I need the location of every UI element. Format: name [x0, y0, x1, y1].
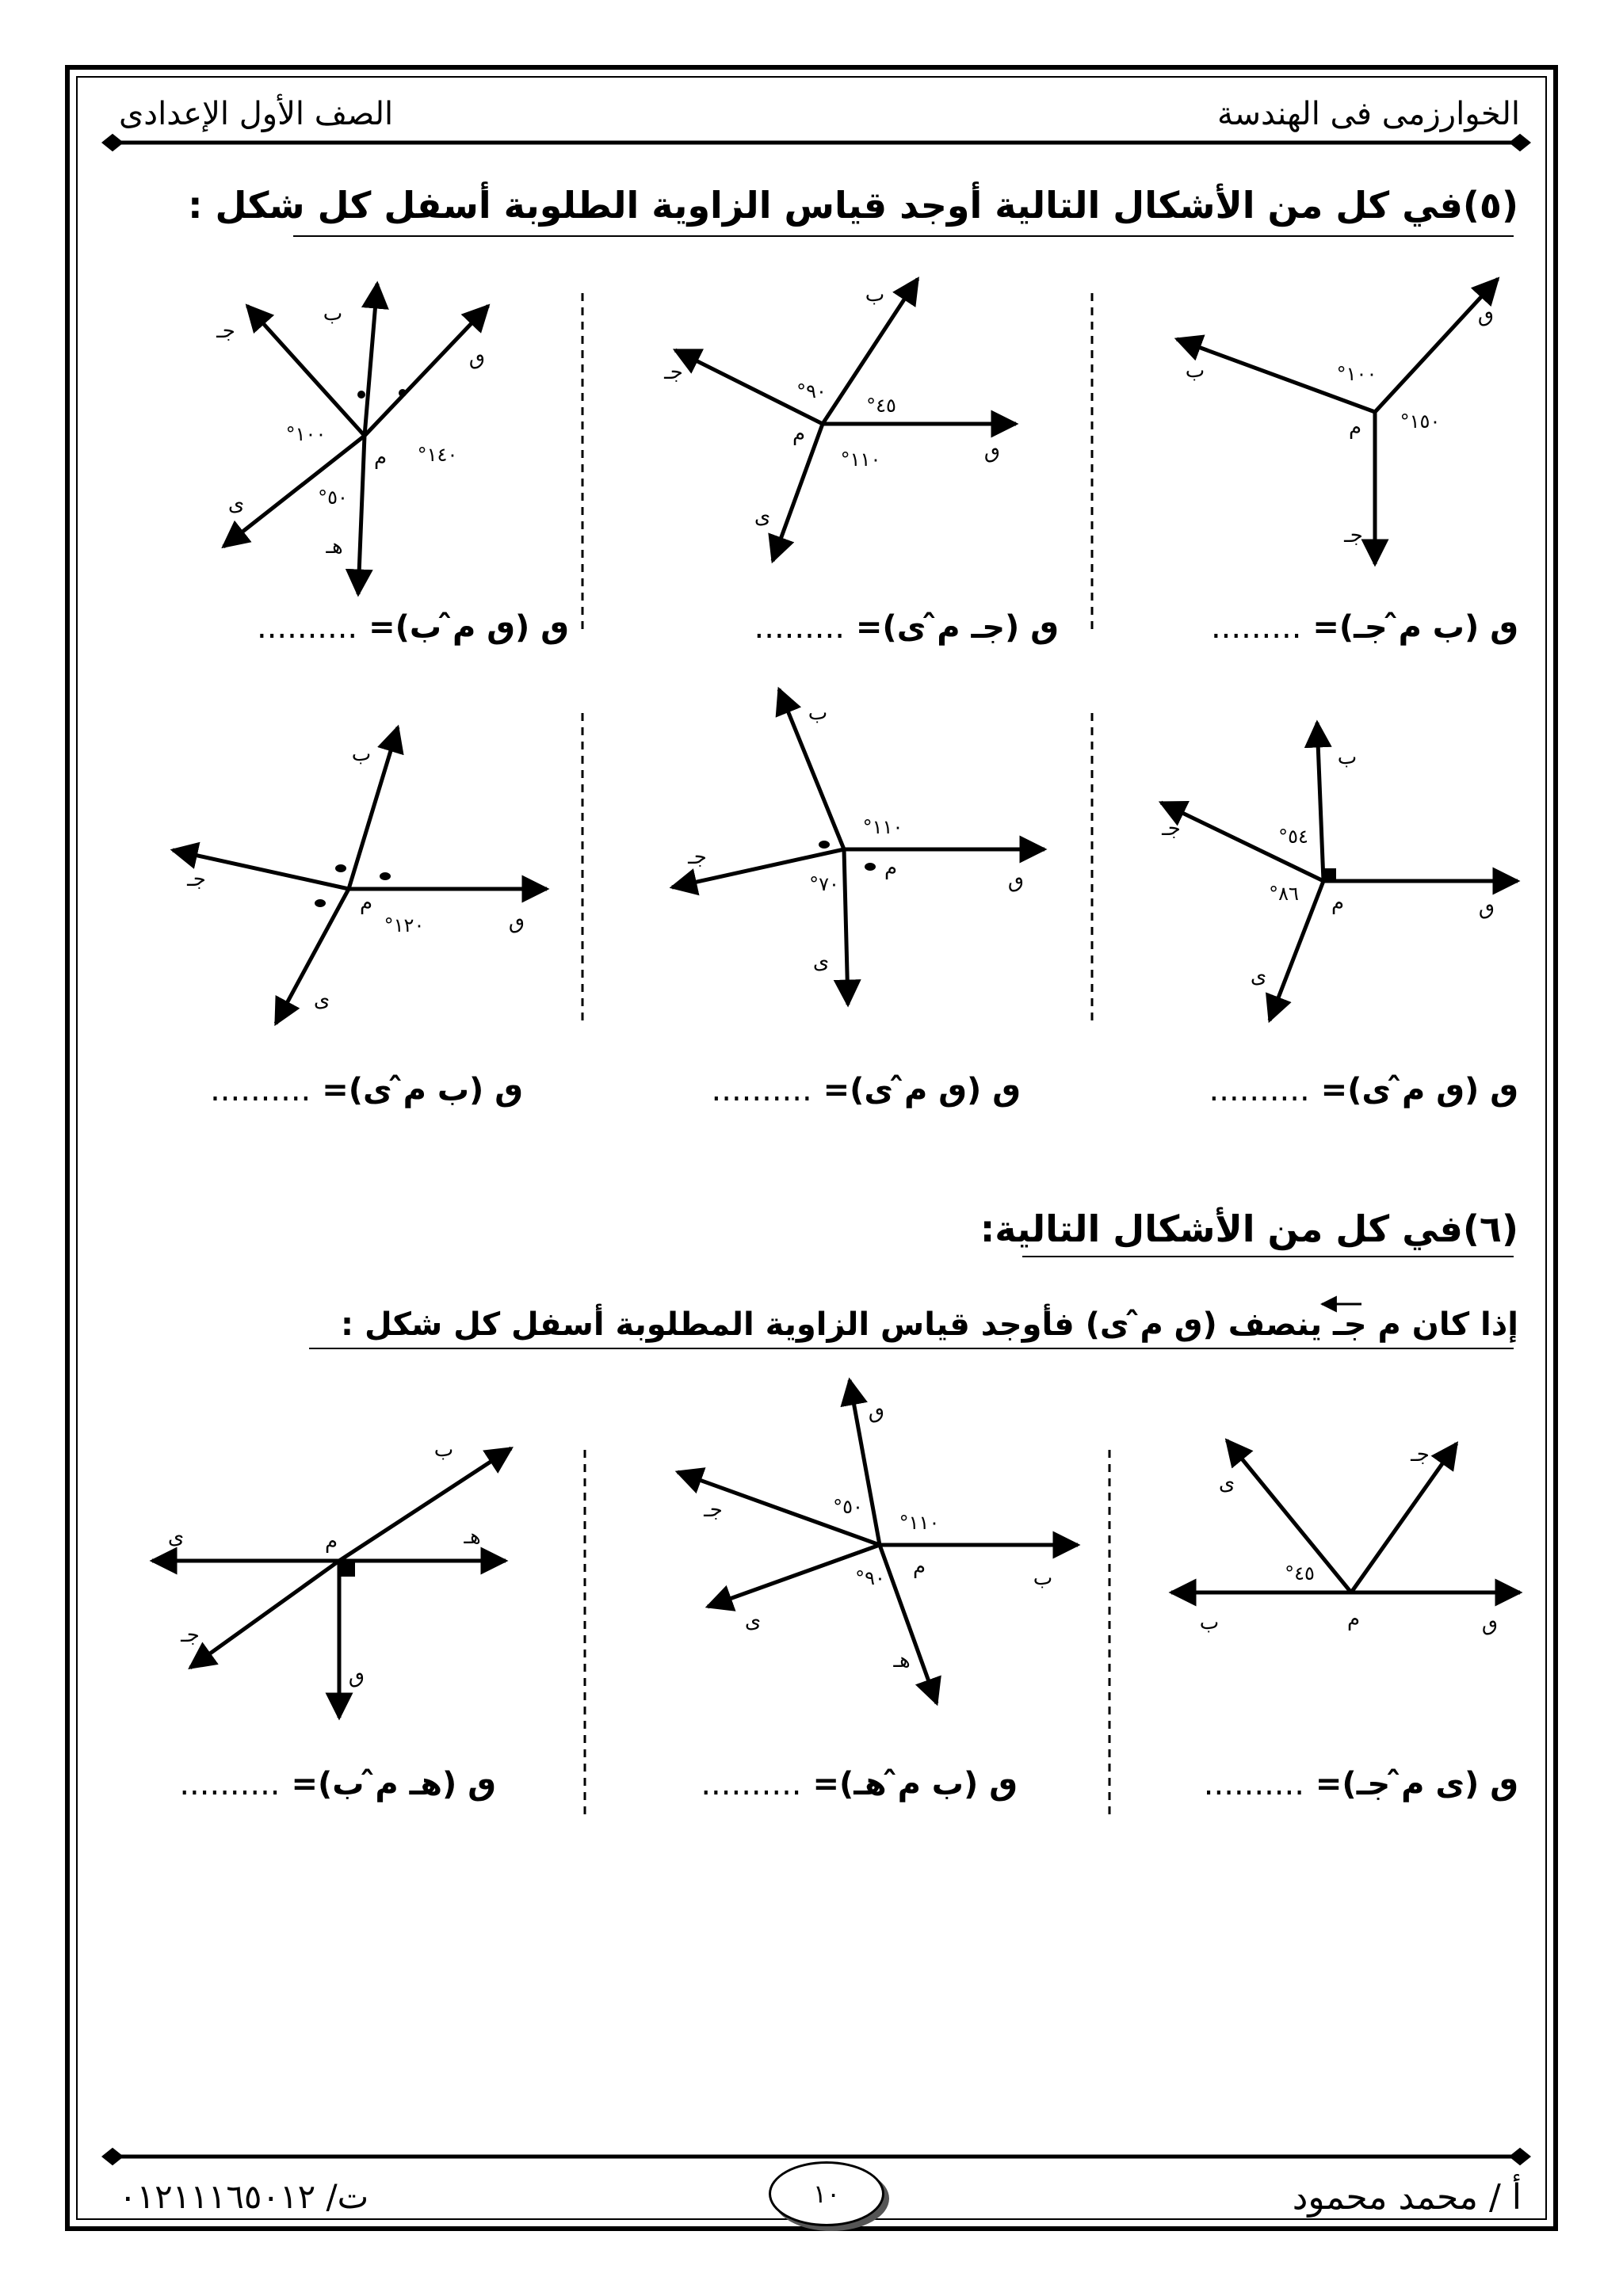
- answer-blank[interactable]: .........: [754, 609, 845, 646]
- q5-figure-3-mark: [399, 389, 407, 397]
- q5-figure-2: [675, 279, 1016, 561]
- dashed-separators: [582, 293, 1109, 1814]
- q6-f2-label-b: ب: [1033, 1566, 1053, 1590]
- q5-f6-label-b: ب: [351, 742, 372, 766]
- q5-f1-answer: [1210, 609, 1518, 646]
- q5-f3-label-m: م: [373, 446, 388, 470]
- q5-f6-label-c: جـ: [187, 868, 206, 891]
- answer-angle: (جـ م̂ ى)=: [855, 609, 1020, 646]
- q6-f1-label-b: ب: [1199, 1611, 1220, 1634]
- answer-angle: (ٯ م̂ ى)=: [1320, 1072, 1480, 1108]
- q5-f1-label-a: ٯ: [1477, 303, 1495, 327]
- q5-f5-label-a: ٯ: [1007, 869, 1025, 893]
- answer-blank[interactable]: ..........: [179, 1766, 281, 1802]
- q5-f3-label-d: ى: [227, 492, 245, 516]
- q5-f2-label-b: ب: [865, 283, 885, 307]
- answer-angle: (ٯ م̂ ى)=: [823, 1072, 982, 1108]
- q6-figure-3-right-angle-mark: [341, 1562, 355, 1577]
- q5-f1-label-m: م: [1348, 416, 1362, 440]
- q6-figure-3: [152, 1448, 511, 1718]
- answer-prefix: ٯ: [1490, 1072, 1518, 1108]
- q6-f1-label-d: ى: [1218, 1471, 1235, 1495]
- answer-prefix: ٯ: [989, 1766, 1018, 1802]
- answer-angle: (ى م̂ جـ)=: [1315, 1766, 1480, 1802]
- q5-f4-label-b: ب: [1337, 746, 1358, 769]
- q5-f3-angle-3: ٥٠°: [318, 486, 348, 509]
- q5-figure-5-mark: [819, 841, 830, 849]
- q6-f1-label-m: م: [1346, 1608, 1361, 1631]
- q6-f2-label-c: جـ: [704, 1498, 723, 1522]
- answer-blank[interactable]: ..........: [257, 609, 358, 646]
- q5-f2-angle-3: ١١٠°: [840, 448, 881, 471]
- q5-figure-6-mark: [315, 899, 326, 907]
- answer-blank[interactable]: ..........: [711, 1072, 812, 1108]
- q5-f2-label-d: ى: [754, 505, 771, 528]
- q5-f4-angle-2: ٨٦°: [1269, 883, 1299, 905]
- q6-f3-label-b: ب: [433, 1438, 454, 1462]
- q6-f1-angle-1: ٤٥°: [1285, 1562, 1315, 1585]
- page-number: ١٠: [812, 2179, 841, 2209]
- q5-f3-label-b: ب: [323, 302, 343, 326]
- q5-f1-angle-1: ١٠٠°: [1336, 363, 1377, 385]
- q6-figure-2: [678, 1380, 1078, 1703]
- q5-f6-label-m: م: [359, 891, 373, 915]
- q5-figure-3: [223, 284, 488, 594]
- q5-f4-answer: [1209, 1074, 1518, 1106]
- answer-angle: (ب م̂ جـ)=: [1312, 609, 1480, 646]
- q5-f3-label-a: ٯ: [468, 346, 486, 370]
- q5-f6-angle-1: ١٢٠°: [384, 914, 425, 936]
- q5-f3-label-c: جـ: [216, 319, 235, 343]
- answer-angle: (ٯ م̂ ب)=: [369, 609, 530, 646]
- q5-f2-answer: [754, 609, 1059, 646]
- q5-f5-label-d: ى: [812, 950, 830, 974]
- q6-instruction: إذا كان م جـ ينصف (ٯ م̂ ى) فأوجد قياس الزاوية المطلوبة أسفل كل شكل :: [341, 1306, 1518, 1343]
- q6-figure-1: [1171, 1440, 1520, 1592]
- q5-f5-label-b: ب: [808, 701, 828, 725]
- footer-phone: ت/ ٠١٢١١١٦٥٠١٢: [119, 2177, 369, 2216]
- answer-prefix: ٯ: [1030, 609, 1059, 646]
- q6-f3-answer: [179, 1768, 496, 1800]
- answer-blank[interactable]: ..........: [701, 1766, 802, 1802]
- q5-figure-6-mark: [335, 864, 346, 872]
- answer-blank[interactable]: ..........: [1209, 1072, 1310, 1108]
- page-number-badge: [769, 2161, 884, 2226]
- q6-f3-label-m: م: [324, 1530, 338, 1554]
- q5-figure-6-mark: [380, 872, 391, 880]
- q5-f5-angle-1: ١١٠°: [862, 816, 903, 838]
- q5-f2-label-c: جـ: [664, 360, 683, 384]
- q6-f3-label-a: ٯ: [348, 1665, 365, 1688]
- q5-f4-angle-1: ٥٤°: [1278, 826, 1308, 848]
- q5-title: (٥)في كل من الأشكال التالية أوجد قياس الزاوية الطلوبة أسفل كل شكل :: [188, 184, 1518, 227]
- q6-f1-label-c: جـ: [1411, 1443, 1430, 1466]
- q6-f2-angle-2: ١١٠°: [899, 1512, 940, 1534]
- q6-f2-answer: [701, 1768, 1018, 1800]
- footer-author: أ / محمد محمود: [1292, 2177, 1522, 2218]
- q5-f6-label-a: ٯ: [508, 910, 525, 934]
- q6-f2-angle-3: ٩٠°: [855, 1567, 885, 1589]
- answer-angle: (ب م̂ ى)=: [322, 1072, 484, 1108]
- q5-figure-1: [1177, 279, 1498, 564]
- q5-f3-angle-1: ١٠٠°: [285, 423, 327, 445]
- q5-f4-label-m: م: [1331, 891, 1345, 915]
- q6-f2-label-d: ى: [744, 1609, 762, 1633]
- q5-f4-label-a: ٯ: [1478, 896, 1495, 920]
- header-grade: الصف الأول الإعدادى: [119, 96, 394, 132]
- q5-f6-answer: [210, 1074, 523, 1106]
- q5-figure-4-right-angle-mark: [1322, 868, 1336, 883]
- q5-f5-label-c: جـ: [688, 845, 707, 869]
- q5-f4-label-c: جـ: [1162, 817, 1181, 841]
- q6-f2-angle-1: ٥٠°: [833, 1496, 863, 1518]
- q5-f4-label-d: ى: [1250, 964, 1267, 988]
- q5-f1-label-b: ب: [1185, 359, 1205, 383]
- q5-f2-label-m: م: [792, 422, 806, 446]
- answer-angle: (ب م̂ هـ)=: [812, 1766, 979, 1802]
- answer-prefix: ٯ: [540, 609, 569, 646]
- q5-f2-label-a: ٯ: [983, 440, 1001, 463]
- q6-title: (٦)في كل من الأشكال التالية:: [980, 1207, 1518, 1250]
- q5-f6-label-d: ى: [313, 988, 330, 1012]
- q5-f3-label-e: هـ: [326, 535, 343, 559]
- q5-f2-angle-1: ٩٠°: [796, 380, 827, 402]
- q5-f2-angle-2: ٤٥°: [866, 395, 896, 417]
- q6-f2-label-m: م: [912, 1555, 926, 1579]
- q5-figure-3-mark: [357, 391, 365, 399]
- q5-f3-answer: [257, 609, 569, 646]
- answer-prefix: ٯ: [992, 1072, 1021, 1108]
- q6-f1-label-a: ٯ: [1481, 1612, 1499, 1636]
- q6-f2-label-e: هـ: [893, 1649, 911, 1672]
- answer-prefix: ٯ: [468, 1766, 496, 1802]
- q5-f1-label-c: جـ: [1344, 524, 1363, 547]
- answer-blank[interactable]: .........: [1210, 609, 1302, 646]
- answer-prefix: ٯ: [1490, 609, 1518, 646]
- q5-f5-label-m: م: [884, 856, 898, 880]
- q6-f3-label-c: جـ: [181, 1623, 200, 1647]
- q5-figure-6: [173, 727, 547, 1024]
- answer-blank[interactable]: ..........: [1203, 1766, 1304, 1802]
- q5-figure-5-mark: [865, 863, 876, 871]
- q6-f1-answer: [1204, 1768, 1518, 1800]
- q6-f2-label-a: ٯ: [868, 1400, 885, 1424]
- header-book-title: الخوارزمى فى الهندسة: [1217, 96, 1520, 132]
- answer-prefix: ٯ: [495, 1072, 523, 1108]
- answer-angle: (هـ م̂ ب)=: [291, 1766, 457, 1802]
- answer-prefix: ٯ: [1490, 1766, 1518, 1802]
- q5-f3-angle-2: ١٤٠°: [417, 444, 458, 466]
- q5-f5-answer: [712, 1074, 1021, 1106]
- q5-f1-angle-2: ١٥٠°: [1400, 410, 1441, 433]
- q6-f3-label-e: هـ: [464, 1525, 481, 1549]
- header-rule: [105, 136, 1528, 149]
- q6-f3-label-d: ى: [167, 1525, 185, 1549]
- q5-f5-angle-2: ٧٠°: [809, 873, 839, 895]
- answer-blank[interactable]: ..........: [210, 1072, 311, 1108]
- q5-figure-5: [672, 689, 1044, 1005]
